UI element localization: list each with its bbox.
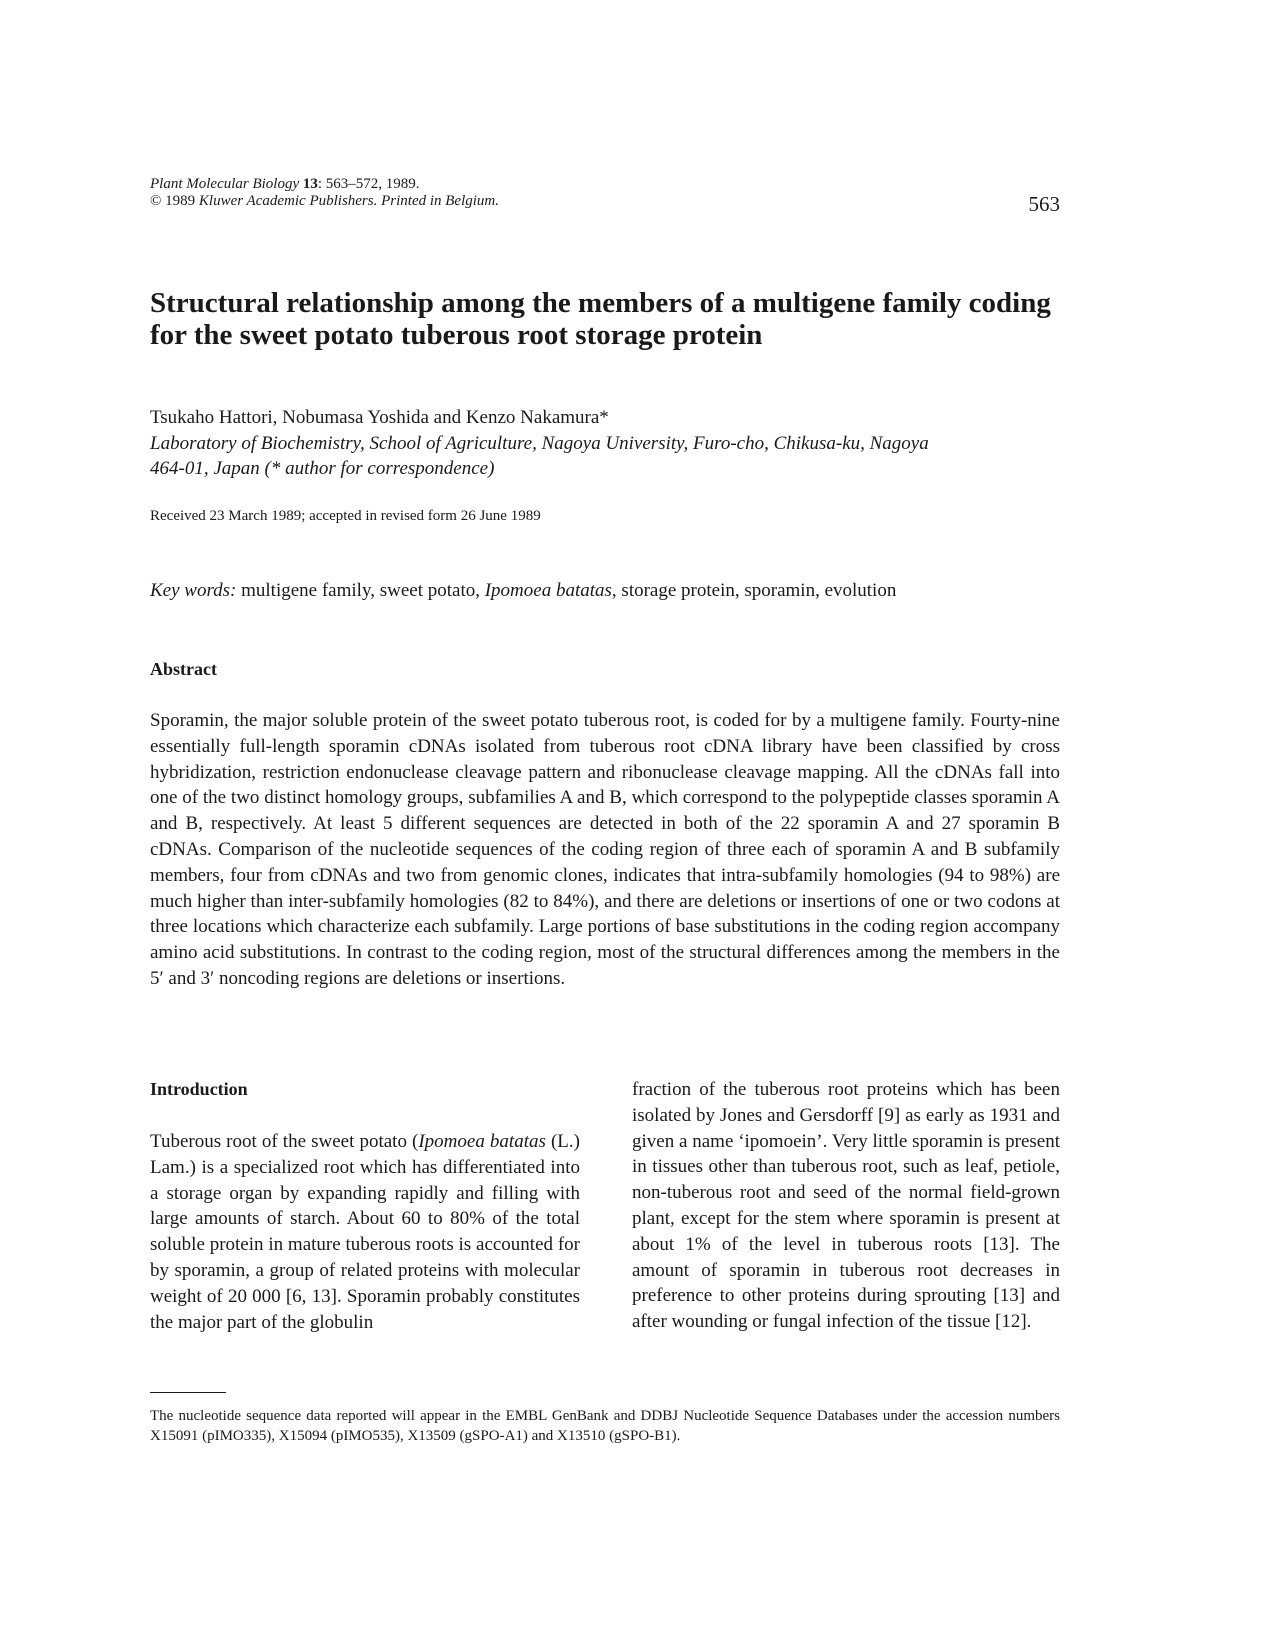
publisher: Kluwer Academic Publishers. Printed in Belgium.: [198, 193, 500, 209]
footnote-rule: [150, 1392, 226, 1393]
footnote: The nucleotide sequence data reported will appear in the EMBL GenBank and DDBJ Nucleotide Sequence Databases under the accession numbers X15091 (pIMO335), X15094 (pIMO535), X13509 (gSPO-A1) and X13510 (gSPO-B1).: [150, 1408, 1060, 1444]
received-dates: Received 23 March 1989; accepted in revised form 26 June 1989: [150, 508, 541, 524]
journal-volume: 13: [302, 176, 318, 192]
introduction-left-column: [150, 1129, 580, 1335]
journal-citation: [150, 176, 1060, 193]
keywords-part-2: , storage protein, sporamin, evolution: [611, 580, 897, 601]
journal-name: Plant Molecular Biology: [150, 176, 300, 192]
page-number: 563: [1028, 192, 1060, 216]
keywords: [150, 580, 1060, 602]
affiliation-line-1: Laboratory of Biochemistry, School of Agriculture, Nagoya University, Furo-cho, Chikusa-ku, Nagoya: [150, 433, 929, 454]
copyright-year: 1989: [161, 193, 199, 209]
intro-species: Ipomoea batatas: [418, 1131, 546, 1152]
copyright-line: [150, 193, 1060, 210]
introduction-heading: Introduction: [150, 1079, 248, 1099]
keywords-label: Key words:: [150, 580, 237, 601]
author-list: Tsukaho Hattori, Nobumasa Yoshida and Kenzo Nakamura*: [150, 407, 609, 428]
affiliation: [150, 431, 1060, 481]
article-title: [150, 287, 1060, 351]
keywords-species: Ipomoea batatas: [484, 580, 612, 601]
copyright-symbol: ©: [150, 193, 162, 209]
title-line-2: for the sweet potato tuberous root storage protein: [150, 319, 763, 351]
journal-pages: : 563–572, 1989.: [317, 176, 420, 192]
intro-left-part-1: Tuberous root of the sweet potato (: [150, 1131, 419, 1152]
abstract-text: Sporamin, the major soluble protein of the sweet potato tuberous root, is coded for by a multigene family. Fourty-nine essentially full-length sporamin cDNAs isolated from tuberous root cDNA library have been classified by cross hybridization, restriction endonuclease cleavage pattern and ribonuclease cleavage mapping. All the cDNAs fall into one of the two distinct homology groups, subfamilies A and B, which correspond to the polypeptide classes sporamin A and B, respectively. At least 5 different sequences are detected in both of the 22 sporamin A and 27 sporamin B cDNAs. Comparison of the nucleotide sequences of the coding region of three each of sporamin A and B subfamily members, four from cDNAs and two from genomic clones, indicates that intra-subfamily homologies (94 to 98%) are much higher than inter-subfamily homologies (82 to 84%), and there are deletions or insertions of one or two codons at three locations which characterize each subfamily. Large portions of base substitutions in the coding region accompany amino acid substitutions. In contrast to the coding region, most of the structural differences among the members in the 5′ and 3′ noncoding regions are deletions or insertions.: [150, 710, 1060, 989]
title-line-1: Structural relationship among the members of a multigene family coding: [150, 287, 1051, 319]
affiliation-line-2: 464-01, Japan (* author for correspondence): [150, 458, 495, 479]
intro-left-part-2: (L.) Lam.) is a specialized root which has differentiated into a storage organ by expanding rapidly and filling with large amounts of starch. About 60 to 80% of the total soluble protein in mature tuberous roots is accounted for by sporamin, a group of related proteins with molecular weight of 20 000 [6, 13]. Sporamin probably constitutes the major part of the globulin: [150, 1131, 580, 1333]
abstract-heading: Abstract: [150, 659, 217, 679]
journal-header: [150, 176, 1060, 210]
paper-page: [150, 0, 1060, 1651]
introduction-right-column: fraction of the tuberous root proteins which has been isolated by Jones and Gersdorff [9] as early as 1931 and given a name ‘ipomoein’. Very little sporamin is present in tissues other than tuberous root, such as leaf, petiole, non-tuberous root and seed of the normal field-grown plant, except for the stem where sporamin is present at about 1% of the level in tuberous roots [13]. The amount of sporamin in tuberous root decreases in preference to other proteins during sprouting [13] and after wounding or fungal infection of the tissue [12].: [632, 1079, 1060, 1333]
keywords-part-1: multigene family, sweet potato,: [236, 580, 485, 601]
